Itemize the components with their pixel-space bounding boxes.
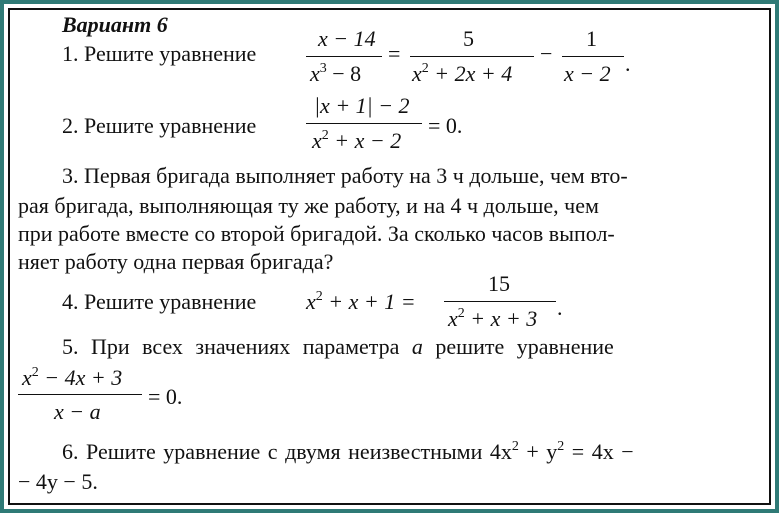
problem-5-line-1: 5. При всех значениях параметра a решите уравнение xyxy=(62,334,614,359)
p1-fraction1-denominator: $x^3 - 8$ xyxy=(310,61,362,86)
p5-numerator: $x^2 - 4x + 3$ xyxy=(22,365,123,390)
p1-fraction2-numerator: 5 xyxy=(463,26,474,51)
p1-fraction1-bar xyxy=(306,56,382,57)
p1-period: . xyxy=(625,51,631,76)
p4-denominator: $x^2 + x + 3$ xyxy=(448,306,538,331)
problem-3-line-1: 3. Первая бригада выполняет работу на 3 ч дольше, чем вто- xyxy=(62,163,628,188)
problem-3-line-4: няет работу одна первая бригада? xyxy=(18,249,334,274)
p1-fraction1-numerator: x − 14 xyxy=(318,26,376,51)
p1-minus: − xyxy=(540,41,553,66)
p1-fraction3-numerator: 1 xyxy=(586,26,597,51)
p5-rhs: = 0. xyxy=(148,384,183,409)
p1-equals: = xyxy=(388,41,401,66)
problem-3-line-2: рая бригада, выполняющая ту же работу, и на 4 ч дольше, чем xyxy=(18,193,599,218)
p1-fraction3-denominator: x − 2 xyxy=(564,61,611,86)
problem-4-label: 4. Решите уравнение xyxy=(62,289,257,314)
p1-fraction3-bar xyxy=(562,56,624,57)
problem-1-label: 1. Решите уравнение xyxy=(62,41,257,66)
p2-numerator: |x + 1| − 2 xyxy=(314,93,410,118)
p4-lhs: $x^2 + x + 1$ = xyxy=(306,289,416,314)
problem-2-label: 2. Решите уравнение xyxy=(62,113,257,138)
p4-period: . xyxy=(557,295,563,320)
p5-fraction-bar xyxy=(18,394,142,395)
variant-title: Вариант 6 xyxy=(62,12,168,37)
problem-3-line-3: при работе вместе со второй бригадой. За сколько часов выпол- xyxy=(18,221,615,246)
p1-fraction2-denominator: $x^2 + 2x + 4$ xyxy=(412,61,513,86)
p5-denominator: x − a xyxy=(54,399,101,424)
p2-denominator: $x^2 + x - 2$ xyxy=(312,128,402,153)
p2-fraction-bar xyxy=(306,123,422,124)
p4-numerator: 15 xyxy=(488,271,510,296)
problem-6-line-1: 6. Решите уравнение с двумя неизвестными $4x^2 + y^2 = 4x$ − xyxy=(62,439,634,464)
p4-fraction-bar xyxy=(444,301,556,302)
p1-fraction2-bar xyxy=(410,56,534,57)
p2-rhs: = 0. xyxy=(428,113,463,138)
problem-6-line-2: − 4y − 5. xyxy=(18,469,98,494)
